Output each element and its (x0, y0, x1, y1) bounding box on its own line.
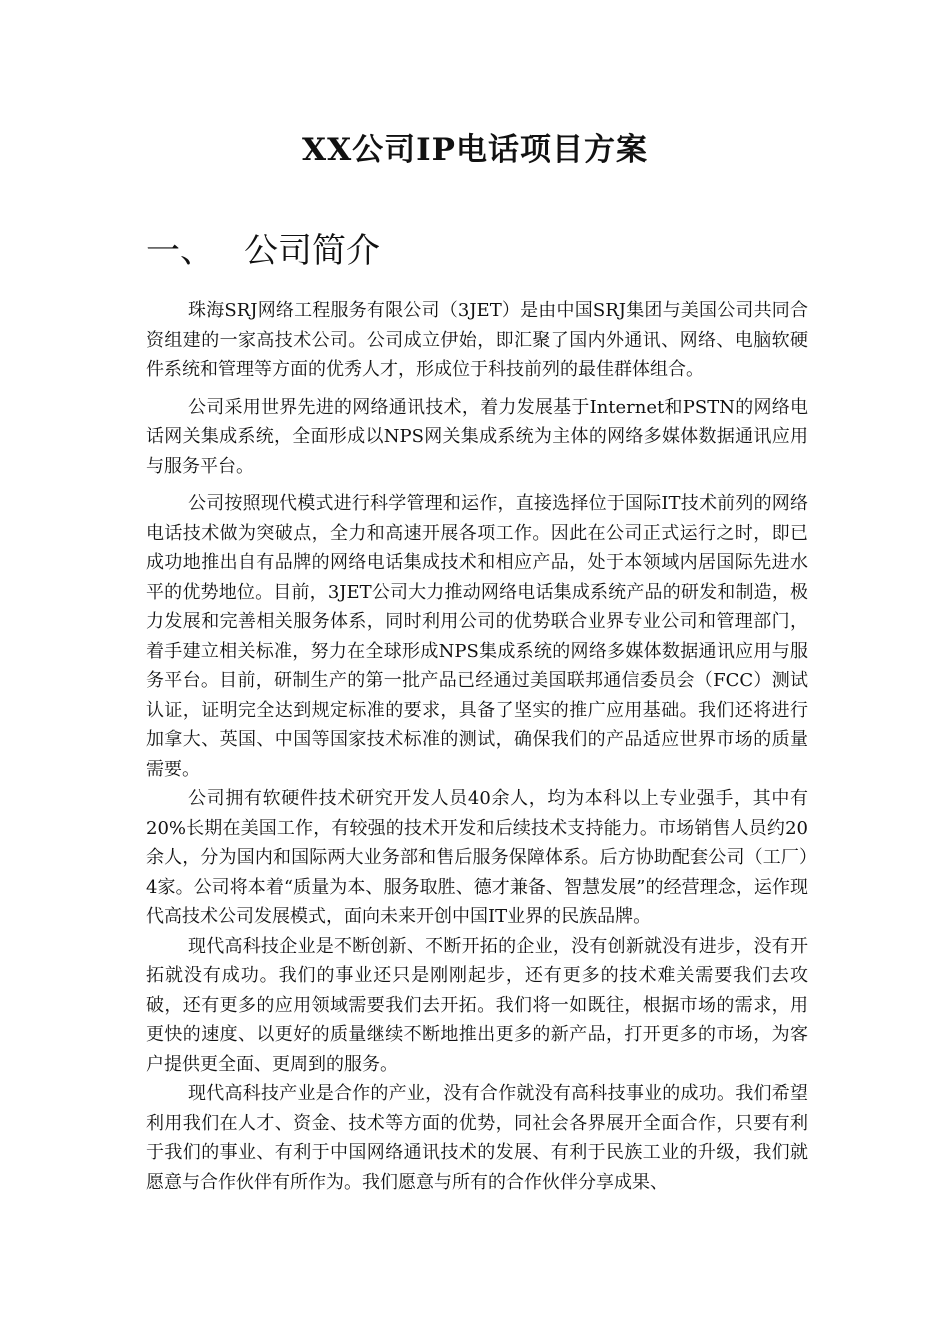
section-heading (146, 228, 826, 274)
paragraph: 公司采用世界先进的网络通讯技术，着力发展基于Internet和PSTN的网络电话网关集成系统，全面形成以NPS网关集成系统为主体的网络多媒体数据通讯应用与服务平台。 (146, 396, 808, 477)
body-text (146, 296, 808, 1197)
paragraph: 现代高科技产业是合作的产业，没有合作就没有高科技事业的成功。我们希望利用我们在人才、资金、技术等方面的优势，同社会各界展开全面合作，只要有利于我们的事业、有利于中国网络通讯技术的发展、有利于民族工业的升级，我们就愿意与合作伙伴有所作为。我们愿意与所有的合作伙伴分享成果、 (146, 1083, 808, 1193)
paragraph: 现代高科技企业是不断创新、不断开拓的企业，没有创新就没有进步，没有开拓就没有成功。我们的事业还只是刚刚起步，还有更多的技术难关需要我们去攻破，还有更多的应用领域需要我们去开拓。我们将一如既往，根据市场的需求，用更快的速度、以更好的质量继续不断地推出更多的新产品，打开更多的市场，为客户提供更全面、更周到的服务。 (146, 935, 808, 1075)
document-title: XX公司IP电话项目方案 (302, 132, 648, 168)
section-number: 一、 (146, 231, 214, 271)
paragraph: 公司按照现代模式进行科学管理和运作，直接选择位于国际IT技术前列的网络电话技术做为突破点，全力和高速开展各项工作。因此在公司正式运行之时，即已成功地推出自有品牌的网络电话集成技术和相应产品，处于本领域内居国际先进水平的优势地位。目前，3JET公司大力推动网络电话集成系统产品的研发和制造，极力发展和完善相关服务体系，同时利用公司的优势联合业界专业公司和管理部门，着手建立相关标准，努力在全球形成NPS集成系统的网络多媒体数据通讯应用与服务平台。目前，研制生产的第一批产品已经通过美国联邦通信委员会（FCC）测试认证，证明完全达到规定标准的要求，具备了坚实的推广应用基础。我们还将进行加拿大、英国、中国等国家技术标准的测试，确保我们的产品适应世界市场的质量需要。 (146, 493, 808, 780)
section-title: 公司简介 (244, 231, 380, 271)
paragraph: 公司拥有软硬件技术研究开发人员40余人，均为本科以上专业强手，其中有20%长期在美国工作，有较强的技术开发和后续技术支持能力。市场销售人员约20余人，分为国内和国际两大业务部和售后服务保障体系。后方协助配套公司（工厂）4家。公司将本着“质量为本、服务取胜、德才兼备、智慧发展”的经营理念，运作现代高技术公司发展模式，面向未来开创中国IT业界的民族品牌。 (146, 788, 808, 927)
paragraph: 珠海SRJ网络工程服务有限公司（3JET）是由中国SRJ集团与美国公司共同合资组建的一家高技术公司。公司成立伊始，即汇聚了国内外通讯、网络、电脑软硬件系统和管理等方面的优秀人才，形成位于科技前列的最佳群体组合。 (146, 300, 808, 380)
